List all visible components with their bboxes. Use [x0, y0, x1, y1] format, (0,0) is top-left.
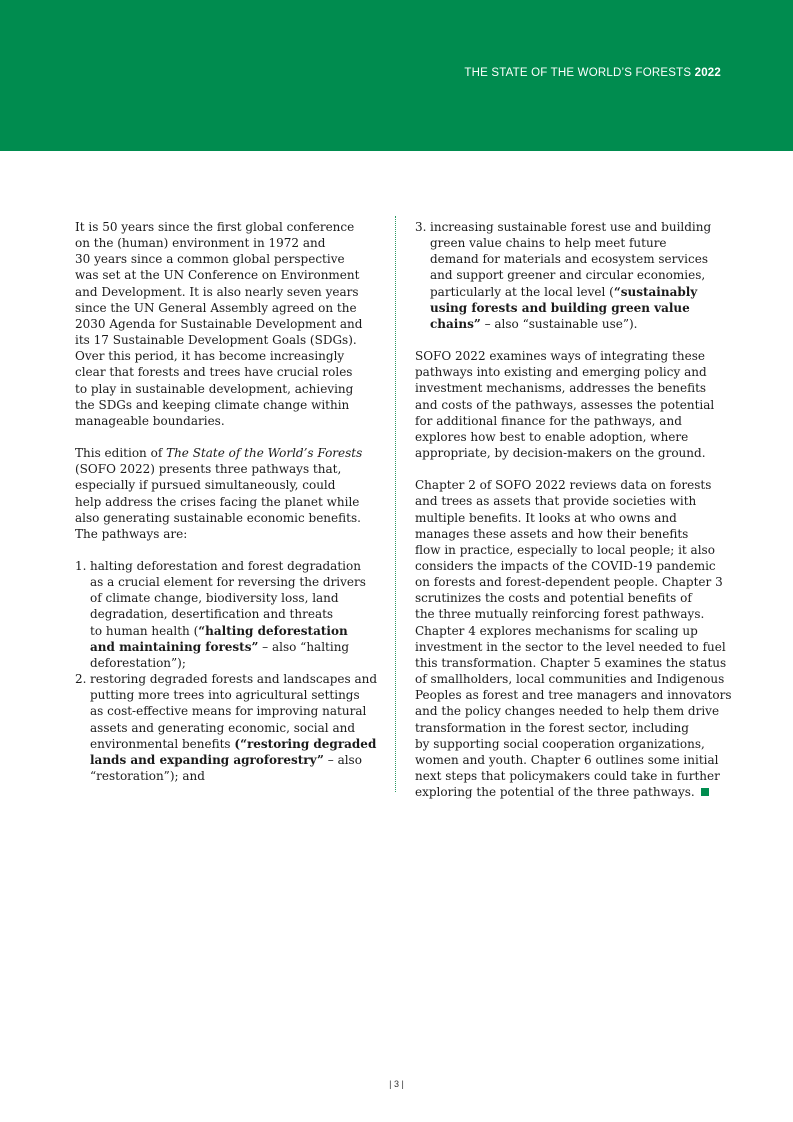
text-line: help address the crises facing the planet while	[75, 494, 360, 509]
list-number: 2.	[75, 672, 87, 687]
text-span: environmental benefits	[90, 736, 235, 751]
text-line: and trees as assets that provide societies with	[415, 494, 697, 509]
text-line: considers the impacts of the COVID-19 pandemic	[415, 558, 716, 573]
pathway-name: using forests and building green value	[430, 300, 690, 315]
text-line: investment mechanisms, addresses the benefits	[415, 381, 707, 396]
text-line: Peoples as forest and tree managers and innovators	[415, 688, 732, 703]
text-line: of smallholders, local communities and Indigenous	[415, 672, 725, 687]
text-line	[90, 639, 375, 655]
text-line: investment in the sector to the level needed to fuel	[415, 639, 726, 654]
text-line	[75, 445, 375, 461]
text-line: Over this period, it has become increasingly	[75, 349, 345, 364]
pathway-name: chains”	[430, 316, 481, 331]
text-line: manageable boundaries.	[75, 413, 225, 428]
text-line: since the UN General Assembly agreed on the	[75, 300, 357, 315]
pathway-name: lands and expanding agroforestry”	[90, 752, 324, 767]
text-line: manages these assets and how their benefits	[415, 526, 689, 541]
text-line: green value chains to help meet future	[430, 236, 667, 251]
text-line: as cost-effective means for improving natural	[90, 704, 367, 719]
text-line: multiple benefits. It looks at who owns and	[415, 510, 677, 525]
text-line	[415, 784, 725, 800]
text-line: demand for materials and ecosystem services	[430, 252, 708, 267]
text-span: exploring the potential of the three pathways.	[415, 785, 695, 800]
right-column	[415, 219, 732, 816]
text-line: and the policy changes needed to help them drive	[415, 704, 720, 719]
text-line: SOFO 2022 examines ways of integrating these	[415, 349, 705, 364]
text-line: putting more trees into agricultural settings	[90, 688, 360, 703]
sofo-paragraph	[415, 348, 725, 461]
left-column	[75, 219, 378, 784]
text-line	[430, 316, 725, 332]
pathway-name: “sustainably	[613, 284, 698, 299]
text-line: the SDGs and keeping climate change within	[75, 397, 350, 412]
publication-title-text: THE STATE OF THE WORLD’S FORESTS	[464, 67, 692, 79]
text-span: This edition of	[75, 446, 167, 461]
pathway-list-item	[415, 219, 725, 332]
text-line	[90, 736, 375, 752]
text-line: 2030 Agenda for Sustainable Development and	[75, 316, 363, 331]
chapters-paragraph	[415, 477, 732, 800]
text-line: for additional finance for the pathways, and	[415, 413, 682, 428]
text-line: deforestation”);	[90, 655, 186, 670]
text-line: “restoration”); and	[90, 769, 205, 783]
header-band	[0, 0, 793, 151]
text-span: – also	[323, 752, 362, 767]
text-line: and Development. It is also nearly seven years	[75, 284, 359, 299]
text-line: halting deforestation and forest degradation	[90, 558, 361, 573]
text-line: clear that forests and trees have crucial roles	[75, 365, 353, 380]
pathway-list-item	[75, 558, 375, 671]
text-line: next steps that policymakers could take in further	[415, 769, 720, 783]
text-line: assets and generating economic, social and	[90, 720, 356, 735]
text-span: – also “sustainable use”).	[480, 316, 638, 331]
text-line: on forests and forest-dependent people. Chapter 3	[415, 575, 723, 590]
text-line: increasing sustainable forest use and building	[430, 220, 712, 234]
text-line: also generating sustainable economic benefits.	[75, 510, 361, 525]
text-line	[430, 300, 725, 316]
edition-paragraph	[75, 445, 375, 542]
text-span: particularly at the local level (	[430, 284, 614, 299]
text-line: the three mutually reinforcing forest pathways.	[415, 607, 705, 622]
text-line: Chapter 4 explores mechanisms for scaling up	[415, 623, 698, 638]
report-title: The State of the World’s Forests	[166, 446, 363, 461]
text-span: – also “halting	[258, 639, 350, 654]
pathway-name: and maintaining forests”	[90, 639, 259, 654]
text-line: and support greener and circular economies,	[430, 268, 706, 283]
page-number: | 3 |	[389, 1079, 404, 1089]
text-line: and costs of the pathways, assesses the potential	[415, 397, 715, 412]
list-number: 1.	[75, 558, 87, 573]
text-line: Chapter 2 of SOFO 2022 reviews data on forests	[415, 478, 712, 493]
text-line: appropriate, by decision-makers on the ground.	[415, 446, 706, 461]
text-line: scrutinizes the costs and potential benefits of	[415, 591, 692, 606]
text-line: 30 years since a common global perspective	[75, 252, 345, 267]
intro-paragraph	[75, 219, 375, 429]
pathway-name: “halting deforestation	[198, 623, 348, 638]
text-line: restoring degraded forests and landscapes and	[90, 672, 378, 687]
text-line: transformation in the forest sector, including	[415, 720, 689, 735]
text-line: especially if pursued simultaneously, could	[75, 478, 336, 493]
text-line: its 17 Sustainable Development Goals (SDGs).	[75, 333, 357, 348]
text-line: women and youth. Chapter 6 outlines some initial	[415, 752, 719, 767]
pathway-name: (“restoring degraded	[234, 736, 377, 751]
pathway-list-item	[75, 671, 378, 784]
text-line: It is 50 years since the first global conference	[75, 220, 355, 234]
text-line	[90, 623, 375, 639]
text-line: on the (human) environment in 1972 and	[75, 236, 326, 251]
text-line: by supporting social cooperation organizations,	[415, 736, 705, 751]
text-line: this transformation. Chapter 5 examines the status	[415, 655, 727, 670]
text-line: pathways into existing and emerging policy and	[415, 365, 707, 380]
text-span: to human health (	[90, 623, 199, 638]
end-of-section-square-icon	[701, 788, 709, 796]
text-line: explores how best to enable adoption, where	[415, 429, 689, 444]
text-line: of climate change, biodiversity loss, land	[90, 591, 339, 606]
text-line: to play in sustainable development, achieving	[75, 381, 354, 396]
text-line: was set at the UN Conference on Environment	[75, 268, 360, 283]
column-divider	[395, 216, 396, 792]
text-line: The pathways are:	[75, 526, 188, 541]
list-number: 3.	[415, 220, 427, 234]
publication-year: 2022	[694, 67, 721, 79]
text-line	[90, 752, 375, 768]
text-line: (SOFO 2022) presents three pathways that,	[75, 462, 342, 477]
text-line: degradation, desertification and threats	[90, 607, 334, 622]
text-line: as a crucial element for reversing the drivers	[90, 575, 366, 590]
publication-title	[464, 67, 721, 79]
text-line	[430, 284, 725, 300]
text-line: flow in practice, especially to local people; it also	[415, 542, 715, 557]
